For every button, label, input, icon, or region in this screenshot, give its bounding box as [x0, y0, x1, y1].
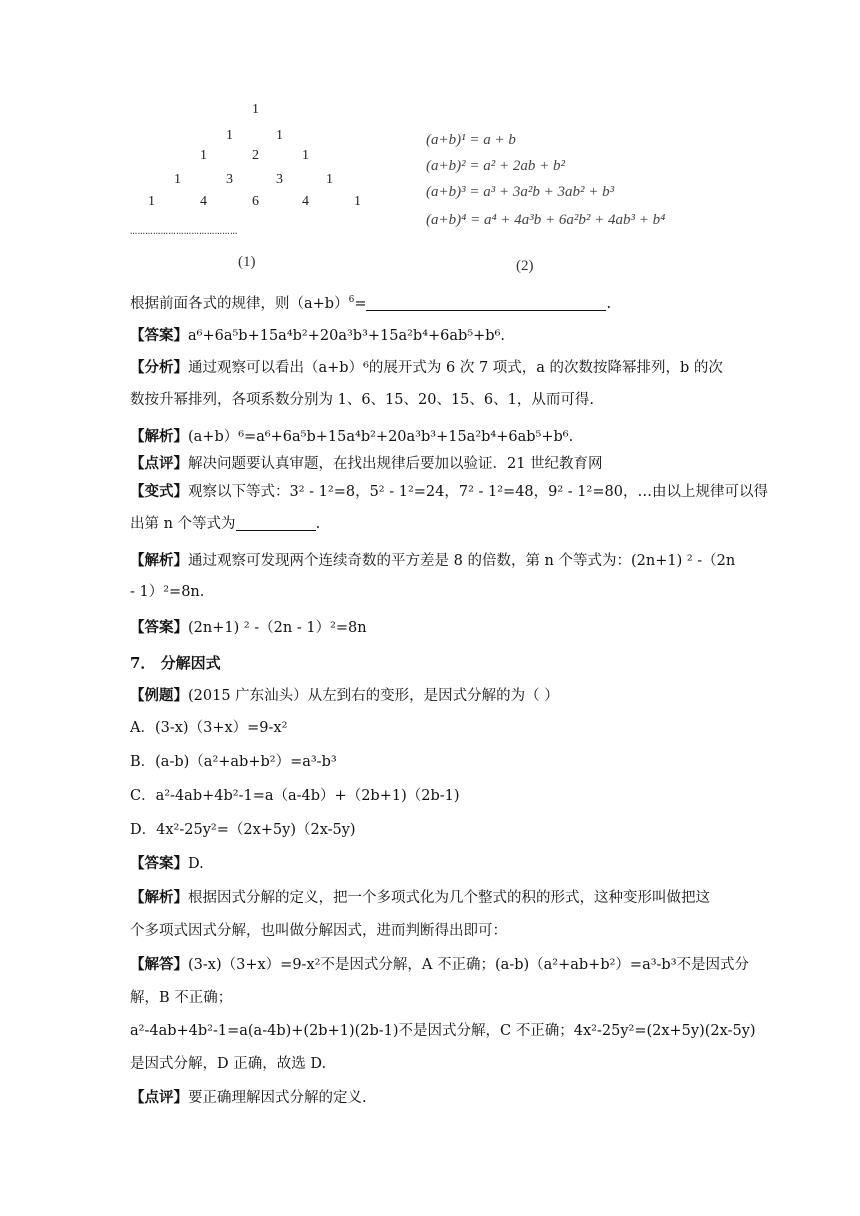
solution-text: 根据因式分解的定义，把一个多项式化为几个整式的积的形式，这种变形叫做把这	[188, 890, 710, 906]
analysis-line-1	[130, 358, 723, 378]
comment-line	[130, 454, 603, 474]
figure-area	[130, 96, 690, 286]
triangle-continuation-dots: ……………………………………	[130, 224, 238, 238]
variant-period: .	[315, 516, 321, 532]
triangle-number: 3	[276, 172, 283, 187]
working-line-3: a²-4ab+4b²-1=a(a-4b)+(2b+1)(2b-1)不是因式分解，C 不正确；4x²-25y²=(2x+5y)(2x-5y)	[130, 1023, 756, 1039]
triangle-number: 1	[200, 148, 207, 163]
expansion-row: (a+b)⁴ = a⁴ + 4a³b + 6a²b² + 4ab³ + b⁴	[426, 212, 666, 228]
solution3-line-1	[130, 888, 710, 908]
triangle-number: 4	[200, 194, 207, 209]
triangle-number: 1	[276, 128, 283, 143]
variant-text: 出第 n 个等式为	[130, 516, 236, 532]
variant-text: 观察以下等式：3² - 1²=8，5² - 1²=24，7² - 1²=48，9² - 1²=80，…由以上规律可以得	[188, 484, 768, 500]
solution2-line-2: - 1）²=8n.	[130, 584, 205, 600]
figure-caption-1: (1)	[238, 254, 256, 270]
triangle-number: 4	[302, 194, 309, 209]
option-c: C．a²-4ab+4b²-1=a（a-4b）+（2b+1)（2b-1)	[130, 788, 460, 804]
triangle-number: 2	[252, 148, 259, 163]
comment-text: 要正确理解因式分解的定义.	[188, 1090, 367, 1106]
answer-expression: (2n+1) ² -（2n - 1）²=8n	[188, 620, 367, 636]
answer-tag: 【答案】	[130, 855, 188, 872]
figure-caption-2: (2)	[516, 258, 534, 274]
triangle-number: 1	[354, 194, 361, 209]
comment-tag: 【点评】	[130, 1089, 188, 1106]
comment-text: 解决问题要认真审题，在找出规律后要加以验证．21 世纪教育网	[188, 456, 603, 472]
example-line	[130, 686, 559, 706]
answer-expression: a⁶+6a⁵b+15a⁴b²+20a³b³+15a²b⁴+6ab⁵+b⁶.	[188, 328, 505, 344]
solution-expression: (a+b）⁶=a⁶+6a⁵b+15a⁴b²+20a³b³+15a²b⁴+6ab⁵+b⁶.	[188, 429, 574, 445]
working-line-2: 解，B 不正确；	[130, 990, 233, 1006]
expansion-row: (a+b)² = a² + 2ab + b²	[426, 158, 565, 174]
solution-line	[130, 427, 573, 447]
example-text: (2015 广东汕头）从左到右的变形，是因式分解的为（ ）	[188, 688, 559, 704]
option-a: A．(3-x)（3+x）=9-x²	[130, 720, 288, 736]
triangle-number: 1	[252, 102, 259, 117]
triangle-number: 1	[326, 172, 333, 187]
triangle-number: 1	[226, 128, 233, 143]
option-d: D．4x²-25y²=（2x+5y)（2x-5y)	[130, 822, 356, 838]
triangle-number: 1	[148, 194, 155, 209]
answer-blank	[236, 516, 316, 531]
variant-line-1	[130, 482, 768, 502]
prompt-text: 根据前面各式的规律，则（a+b）	[130, 296, 349, 312]
solution-text: 通过观察可发现两个连续奇数的平方差是 8 的倍数，第 n 个等式为：(2n+1) ² -（2n	[188, 553, 736, 569]
question-prompt	[130, 294, 611, 314]
answer-tag: 【答案】	[130, 619, 188, 636]
triangle-number: 3	[226, 172, 233, 187]
triangle-number: 6	[252, 194, 259, 209]
expansion-row: (a+b)³ = a³ + 3a²b + 3ab² + b³	[426, 184, 615, 200]
working-tag: 【解答】	[130, 956, 188, 973]
analysis-line-2: 数按升幂排列，各项系数分别为 1、6、15、20、15、6、1，从而可得.	[130, 392, 594, 408]
triangle-number: 1	[302, 148, 309, 163]
solution-tag: 【解析】	[130, 889, 188, 906]
solution2-line-1	[130, 551, 735, 571]
answer3-line	[130, 854, 204, 874]
answer2-line	[130, 618, 367, 638]
triangle-number: 1	[174, 172, 181, 187]
answer-tag: 【答案】	[130, 327, 188, 344]
variant-tag: 【变式】	[130, 483, 188, 500]
option-b: B．(a-b)（a²+ab+b²）=a³-b³	[130, 754, 337, 770]
section-heading: 7． 分解因式	[130, 654, 221, 672]
solution3-line-2: 个多项式因式分解，也叫做分解因式，进而判断得出即可：	[130, 923, 507, 939]
solution-tag: 【解析】	[130, 428, 188, 445]
working-line-4: 是因式分解，D 正确，故选 D.	[130, 1056, 327, 1072]
working-line-1	[130, 955, 749, 975]
solution-tag: 【解析】	[130, 552, 188, 569]
prompt-period: .	[606, 296, 612, 312]
answer-blank	[366, 296, 606, 311]
example-tag: 【例题】	[130, 687, 188, 704]
variant-line-2	[130, 514, 320, 534]
analysis-text: 通过观察可以看出（a+b）⁶的展开式为 6 次 7 项式，a 的次数按降幂排列，b 的次	[188, 360, 723, 376]
analysis-tag: 【分析】	[130, 359, 188, 376]
answer-text: D.	[188, 856, 204, 872]
prompt-equals: =	[354, 296, 367, 312]
working-text: (3-x)（3+x）=9-x²不是因式分解，A 不正确；(a-b)（a²+ab+b²）=a³-b³不是因式分	[188, 957, 750, 973]
binomial-expansions	[426, 132, 686, 282]
prompt-exponent: 6	[348, 295, 355, 305]
answer-line	[130, 326, 505, 346]
expansion-row: (a+b)¹ = a + b	[426, 132, 516, 148]
comment-tag: 【点评】	[130, 455, 188, 472]
comment3-line	[130, 1088, 367, 1108]
pascal-triangle	[130, 96, 390, 276]
